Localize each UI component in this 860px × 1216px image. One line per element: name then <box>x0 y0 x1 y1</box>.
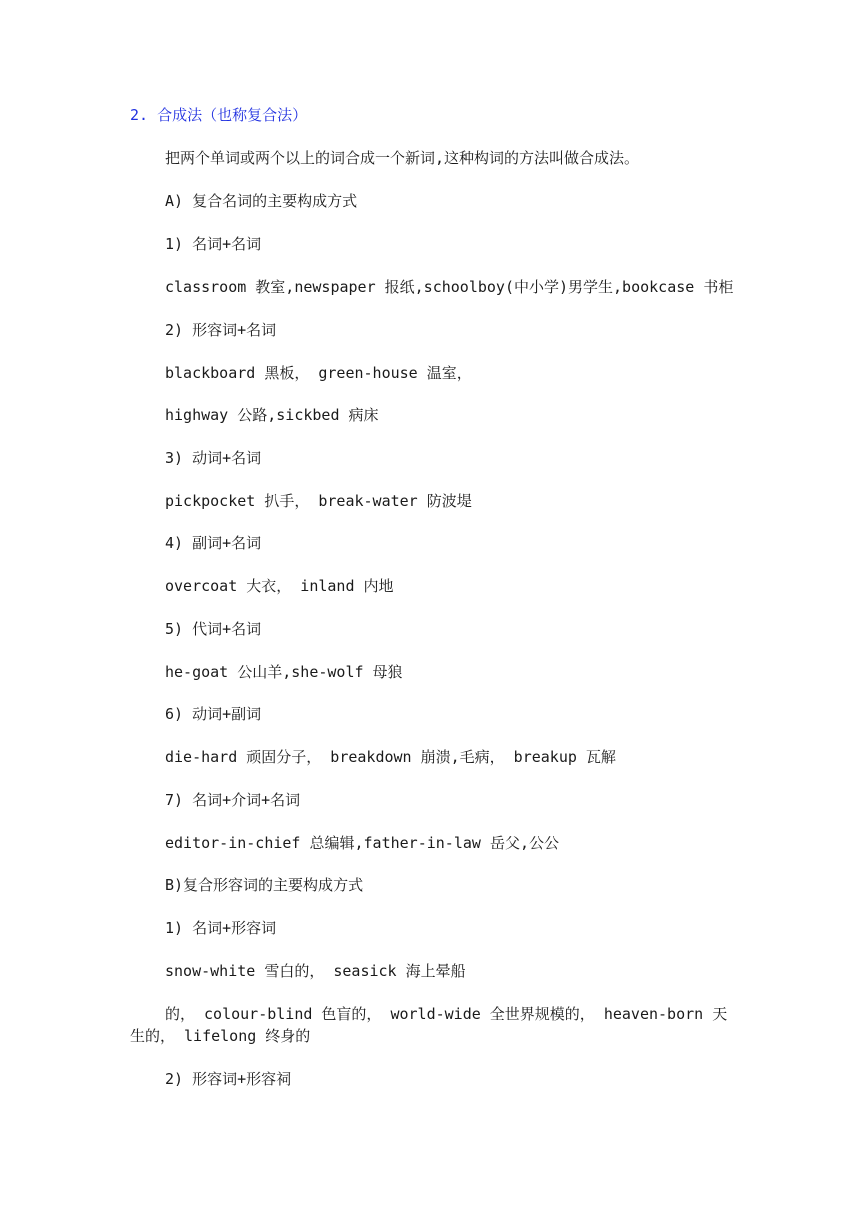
b2-title: 2) 形容词+形容祠 <box>165 1070 292 1088</box>
a4-examples: overcoat 大衣， inland 内地 <box>165 577 394 595</box>
a6-title: 6) 动词+副词 <box>165 705 262 723</box>
a1-examples: classroom 教室,newspaper 报纸,schoolboy(中小学)男学生,bookcase 书柜 <box>165 278 734 296</box>
a2-examples-line-1: blackboard 黑板， green-house 温室， <box>165 364 472 382</box>
a1-title: 1) 名词+名词 <box>165 235 262 253</box>
a5-title: 5) 代词+名词 <box>165 620 262 638</box>
intro-paragraph: 把两个单词或两个以上的词合成一个新词,这种构词的方法叫做合成法。 <box>165 149 640 167</box>
b1-examples-paragraph: 的， colour-blind 色盲的， world-wide 全世界规模的， heaven-born 天生的， lifelong 终身的 <box>130 1005 728 1045</box>
a4-title: 4) 副词+名词 <box>165 534 262 552</box>
a2-examples-line-2: highway 公路,sickbed 病床 <box>165 406 379 424</box>
a6-examples: die-hard 顽固分子， breakdown 崩溃,毛病， breakup 瓦解 <box>165 748 616 766</box>
section-a-title: A) 复合名词的主要构成方式 <box>165 192 358 210</box>
section-b-title: B)复合形容词的主要构成方式 <box>165 876 364 894</box>
a3-examples: pickpocket 扒手， break-water 防波堤 <box>165 492 472 510</box>
section-heading: 2. 合成法（也称复合法） <box>130 106 308 124</box>
a7-examples: editor-in-chief 总编辑,father-in-law 岳父,公公 <box>165 834 559 852</box>
a3-title: 3) 动词+名词 <box>165 449 262 467</box>
a7-title: 7) 名词+介词+名词 <box>165 791 301 809</box>
a5-examples: he-goat 公山羊,she-wolf 母狼 <box>165 663 403 681</box>
b1-examples-line-1: snow-white 雪白的， seasick 海上晕船 <box>165 962 466 980</box>
a2-title: 2) 形容词+名词 <box>165 321 277 339</box>
b1-title: 1) 名词+形容词 <box>165 919 277 937</box>
